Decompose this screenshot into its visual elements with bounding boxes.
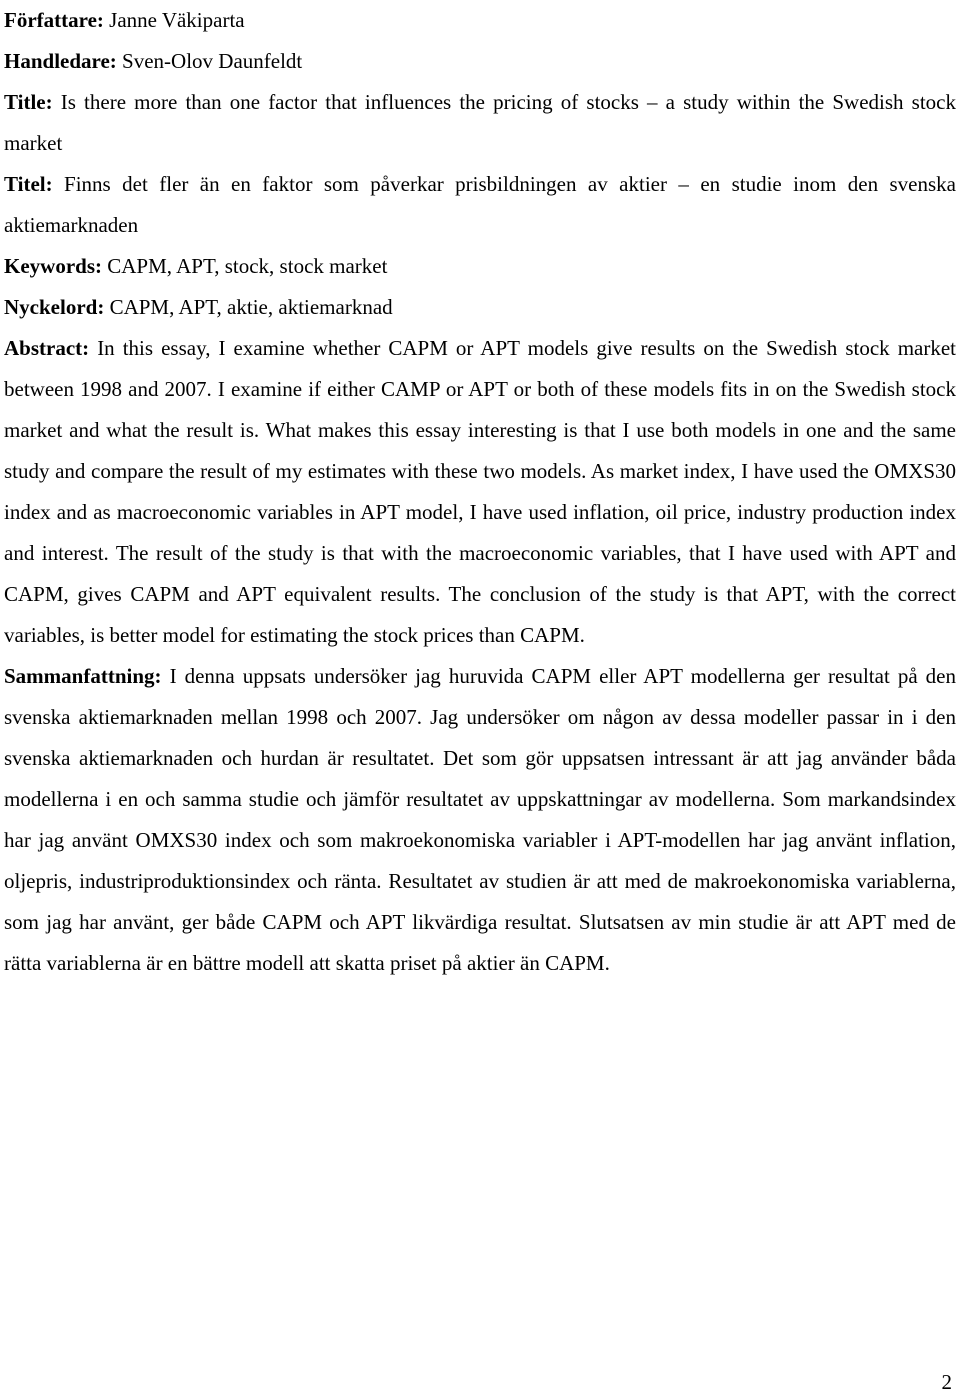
title-sv-value: Finns det fler än en faktor som påverkar prisbildningen av aktier – en studie inom den svenska aktiemarknaden <box>4 172 956 237</box>
author-value: Janne Väkiparta <box>109 8 245 32</box>
title-en-field <box>4 82 956 164</box>
supervisor-value: Sven-Olov Daunfeldt <box>122 49 303 73</box>
title-en-label: Title: <box>4 90 53 114</box>
keywords-value: CAPM, APT, stock, stock market <box>107 254 388 278</box>
title-sv-label: Titel: <box>4 172 53 196</box>
keywords-label: Keywords: <box>4 254 102 278</box>
nyckelord-field <box>4 287 956 328</box>
title-en-value: Is there more than one factor that influences the pricing of stocks – a study within the Swedish stock market <box>4 90 956 155</box>
document-page <box>4 0 956 984</box>
title-sv-field <box>4 164 956 246</box>
sammanfattning-field <box>4 656 956 984</box>
sammanfattning-value: I denna uppsats undersöker jag huruvida CAPM eller APT modellerna ger resultat på den svenska aktiemarknaden mellan 1998 och 2007. Jag undersöker om någon av dessa modeller passar in i den svenska aktiemarknaden och hurdan är resultatet. Det som gör uppsatsen intressant är att jag använder båda modellerna i en och samma studie och jämför resultatet av uppskattningar av modellerna. Som markandsindex har jag använt OMXS30 index och som makroekonomiska variabler i APT-modellen har jag använt inflation, oljepris, industriproduktionsindex och ränta. Resultatet av studien är att med de makroekonomiska variablerna, som jag har använt, ger både CAPM och APT likvärdiga resultat. Slutsatsen av min studie är att APT med de rätta variablerna är en bättre modell att skatta priset på aktier än CAPM. <box>4 664 956 975</box>
sammanfattning-label: Sammanfattning: <box>4 664 162 688</box>
author-field <box>4 0 956 41</box>
supervisor-field <box>4 41 956 82</box>
supervisor-label: Handledare: <box>4 49 117 73</box>
page-number: 2 <box>941 1370 952 1394</box>
abstract-label: Abstract: <box>4 336 90 360</box>
abstract-field <box>4 328 956 656</box>
abstract-value: In this essay, I examine whether CAPM or APT models give results on the Swedish stock market between 1998 and 2007. I examine if either CAMP or APT or both of these models fits in on the Swedish stock market and what the result is. What makes this essay interesting is that I use both models in one and the same study and compare the result of my estimates with these two models. As market index, I have used the OMXS30 index and as macroeconomic variables in APT model, I have used inflation, oil price, industry production index and interest. The result of the study is that with the macroeconomic variables, that I have used with APT and CAPM, gives CAPM and APT equivalent results. The conclusion of the study is that APT, with the correct variables, is better model for estimating the stock prices than CAPM. <box>4 336 956 647</box>
nyckelord-value: CAPM, APT, aktie, aktiemarknad <box>109 295 393 319</box>
keywords-field <box>4 246 956 287</box>
author-label: Författare: <box>4 8 104 32</box>
nyckelord-label: Nyckelord: <box>4 295 105 319</box>
